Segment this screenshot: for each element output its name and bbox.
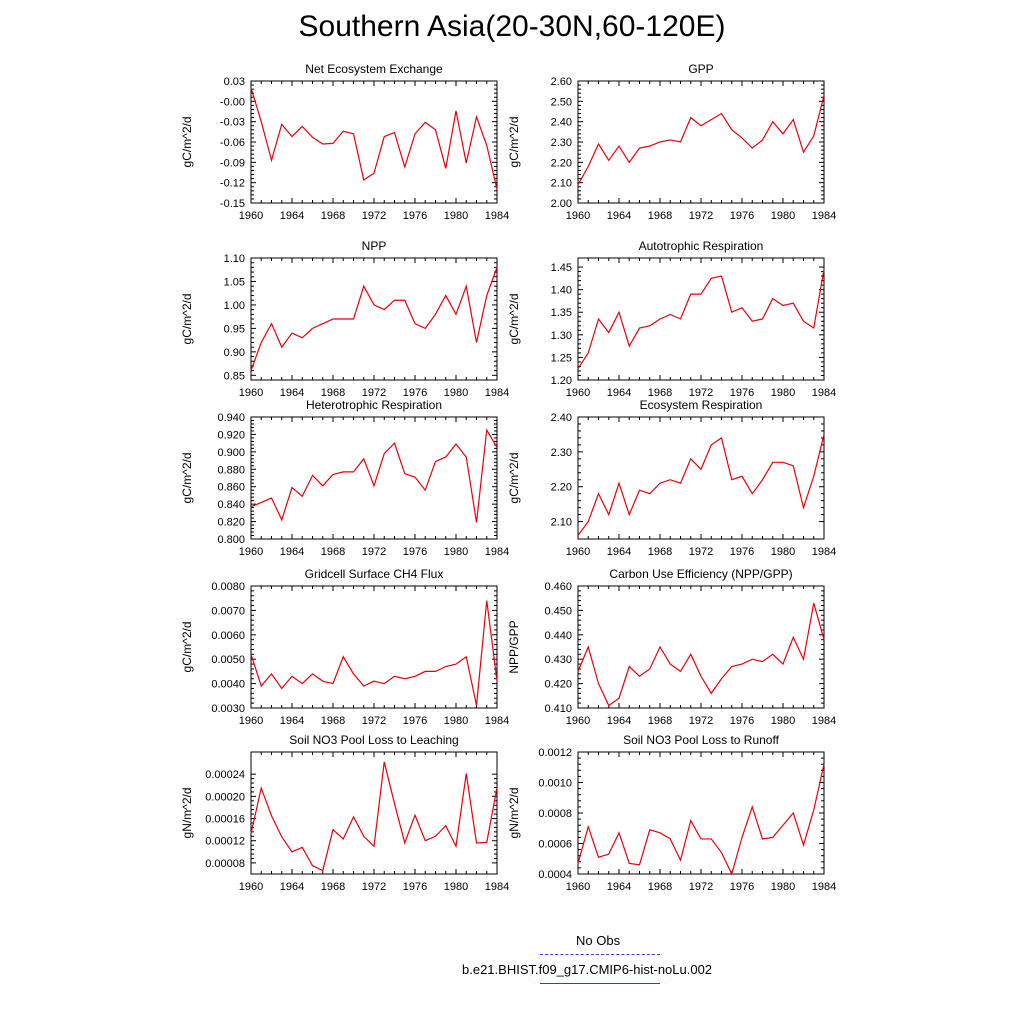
series-line bbox=[251, 88, 497, 190]
x-tick-label: 1972 bbox=[688, 715, 714, 727]
x-tick-label: 1960 bbox=[238, 881, 264, 893]
x-tick-label: 1972 bbox=[361, 715, 387, 727]
plot-frame bbox=[578, 258, 824, 380]
y-axis-label: gC/m^2/d bbox=[180, 116, 194, 168]
y-tick-label: 1.35 bbox=[550, 307, 572, 320]
y-tick-label: 2.50 bbox=[550, 96, 572, 109]
x-tick-label: 1980 bbox=[443, 210, 469, 222]
y-tick-label: 2.60 bbox=[550, 76, 572, 88]
panel-title: Carbon Use Efficiency (NPP/GPP) bbox=[609, 567, 793, 581]
y-tick-label: 0.860 bbox=[217, 481, 245, 494]
chart-panel bbox=[180, 62, 509, 222]
x-tick-label: 1964 bbox=[606, 546, 632, 558]
panel-title: Net Ecosystem Exchange bbox=[305, 62, 443, 76]
y-tick-label: -0.09 bbox=[219, 157, 245, 170]
x-tick-label: 1964 bbox=[606, 715, 632, 727]
series-line bbox=[578, 95, 824, 184]
x-tick-label: 1976 bbox=[729, 881, 755, 893]
plot-frame bbox=[251, 586, 497, 708]
y-tick-label: -0.03 bbox=[219, 116, 245, 129]
y-tick-label: -0.00 bbox=[219, 96, 245, 109]
chart-panel bbox=[180, 567, 509, 727]
panel-title: Soil NO3 Pool Loss to Leaching bbox=[289, 733, 459, 747]
y-axis-label: gC/m^2/d bbox=[180, 293, 194, 345]
panel-title: Gridcell Surface CH4 Flux bbox=[304, 567, 444, 581]
x-tick-label: 1980 bbox=[770, 387, 796, 399]
series-line bbox=[251, 430, 497, 522]
x-tick-label: 1980 bbox=[770, 881, 796, 893]
y-tick-label: 0.430 bbox=[544, 654, 572, 667]
y-tick-label: 0.820 bbox=[217, 516, 245, 529]
y-tick-label: 0.03 bbox=[223, 76, 245, 88]
x-tick-label: 1976 bbox=[729, 546, 755, 558]
x-tick-label: 1968 bbox=[320, 715, 346, 727]
figure-title: Southern Asia(20-30N,60-120E) bbox=[298, 10, 726, 43]
y-tick-label: 2.10 bbox=[550, 516, 572, 529]
y-tick-label: 1.05 bbox=[223, 276, 245, 289]
y-tick-label: 1.30 bbox=[550, 329, 572, 342]
x-tick-label: 1960 bbox=[565, 210, 591, 222]
x-tick-label: 1984 bbox=[811, 881, 837, 893]
chart-panel bbox=[507, 239, 836, 399]
plot-frame bbox=[251, 81, 497, 203]
x-tick-label: 1964 bbox=[606, 387, 632, 399]
panel-title: Ecosystem Respiration bbox=[639, 398, 763, 412]
chart-panel bbox=[507, 733, 836, 893]
series-line bbox=[578, 269, 824, 368]
y-axis-label: gC/m^2/d bbox=[180, 452, 194, 504]
y-tick-label: 2.20 bbox=[550, 157, 572, 170]
x-tick-label: 1976 bbox=[402, 715, 428, 727]
x-tick-label: 1980 bbox=[443, 546, 469, 558]
y-tick-label: 1.25 bbox=[550, 352, 572, 365]
x-tick-label: 1968 bbox=[647, 210, 673, 222]
legend bbox=[0, 930, 1024, 990]
x-tick-label: 1984 bbox=[484, 546, 510, 558]
x-tick-label: 1960 bbox=[565, 387, 591, 399]
y-tick-label: 0.95 bbox=[223, 323, 245, 336]
y-tick-label: 1.40 bbox=[550, 284, 572, 297]
panel-title: Heterotrophic Respiration bbox=[305, 398, 443, 412]
series-line bbox=[578, 603, 824, 705]
y-tick-label: 0.00024 bbox=[205, 769, 245, 782]
y-tick-label: 0.410 bbox=[544, 703, 572, 715]
panel-title: Autotrophic Respiration bbox=[638, 239, 764, 253]
y-tick-label: 0.0012 bbox=[538, 747, 572, 759]
x-tick-label: 1968 bbox=[320, 387, 346, 399]
x-tick-label: 1972 bbox=[361, 881, 387, 893]
x-tick-label: 1976 bbox=[729, 210, 755, 222]
series-line bbox=[251, 601, 497, 706]
panel-title: Soil NO3 Pool Loss to Runoff bbox=[623, 733, 779, 747]
y-tick-label: -0.12 bbox=[219, 177, 245, 190]
panel-title: GPP bbox=[688, 62, 714, 76]
y-tick-label: 2.00 bbox=[550, 198, 572, 210]
y-tick-label: 0.0050 bbox=[211, 654, 245, 667]
y-axis-label: gN/m^2/d bbox=[507, 787, 521, 839]
y-tick-label: 0.880 bbox=[217, 464, 245, 477]
y-tick-label: 0.0008 bbox=[538, 808, 572, 820]
y-tick-label: 2.30 bbox=[550, 446, 572, 459]
legend-model-line bbox=[540, 983, 660, 984]
y-tick-label: 2.30 bbox=[550, 137, 572, 149]
y-axis-label: gC/m^2/d bbox=[507, 293, 521, 345]
x-tick-label: 1984 bbox=[811, 210, 837, 222]
plot-frame bbox=[578, 81, 824, 203]
x-tick-label: 1972 bbox=[361, 546, 387, 558]
y-tick-label: 0.0080 bbox=[211, 581, 245, 593]
x-tick-label: 1980 bbox=[770, 210, 796, 222]
x-tick-label: 1972 bbox=[361, 387, 387, 399]
x-tick-label: 1960 bbox=[565, 546, 591, 558]
y-tick-label: 1.20 bbox=[550, 375, 572, 387]
x-tick-label: 1984 bbox=[484, 715, 510, 727]
x-tick-label: 1976 bbox=[402, 210, 428, 222]
panel-title: NPP bbox=[361, 239, 387, 253]
y-tick-label: 0.0006 bbox=[538, 838, 572, 851]
chart-panel bbox=[180, 733, 509, 893]
x-tick-label: 1964 bbox=[279, 387, 305, 399]
y-axis-label: NPP/GPP bbox=[507, 620, 521, 674]
x-tick-label: 1964 bbox=[606, 881, 632, 893]
y-tick-label: 2.40 bbox=[550, 412, 572, 424]
y-axis-label: gC/m^2/d bbox=[180, 621, 194, 673]
y-tick-label: 1.45 bbox=[550, 262, 572, 275]
chart-panel bbox=[507, 567, 836, 727]
y-tick-label: 0.0040 bbox=[211, 678, 245, 691]
x-tick-label: 1968 bbox=[647, 387, 673, 399]
x-tick-label: 1960 bbox=[565, 881, 591, 893]
y-tick-label: 0.0070 bbox=[211, 605, 245, 618]
x-tick-label: 1960 bbox=[238, 546, 264, 558]
y-tick-label: 0.940 bbox=[217, 412, 245, 424]
x-tick-label: 1972 bbox=[688, 210, 714, 222]
x-tick-label: 1968 bbox=[320, 881, 346, 893]
y-tick-label: 0.450 bbox=[544, 605, 572, 618]
x-tick-label: 1976 bbox=[402, 546, 428, 558]
y-tick-label: -0.15 bbox=[219, 198, 245, 210]
x-tick-label: 1984 bbox=[811, 387, 837, 399]
x-tick-label: 1968 bbox=[647, 881, 673, 893]
plot-frame bbox=[578, 586, 824, 708]
y-axis-label: gC/m^2/d bbox=[507, 452, 521, 504]
x-tick-label: 1980 bbox=[770, 546, 796, 558]
x-tick-label: 1960 bbox=[238, 387, 264, 399]
y-tick-label: 0.460 bbox=[544, 581, 572, 593]
x-tick-label: 1960 bbox=[565, 715, 591, 727]
y-tick-label: 2.40 bbox=[550, 116, 572, 129]
x-tick-label: 1976 bbox=[729, 715, 755, 727]
plot-frame bbox=[578, 417, 824, 539]
x-tick-label: 1964 bbox=[279, 210, 305, 222]
x-tick-label: 1968 bbox=[320, 210, 346, 222]
y-tick-label: 0.00008 bbox=[205, 857, 245, 870]
y-tick-label: 0.840 bbox=[217, 499, 245, 512]
y-tick-label: 0.00016 bbox=[205, 813, 245, 826]
x-tick-label: 1976 bbox=[402, 387, 428, 399]
x-tick-label: 1960 bbox=[238, 210, 264, 222]
y-tick-label: 0.85 bbox=[223, 370, 245, 383]
legend-obs-label: No Obs bbox=[576, 933, 621, 948]
y-tick-label: 1.00 bbox=[223, 299, 245, 312]
plot-frame bbox=[251, 258, 497, 380]
x-tick-label: 1968 bbox=[647, 715, 673, 727]
x-tick-label: 1968 bbox=[320, 546, 346, 558]
x-tick-label: 1980 bbox=[770, 715, 796, 727]
x-tick-label: 1984 bbox=[484, 387, 510, 399]
y-tick-label: 0.00012 bbox=[205, 835, 245, 848]
y-tick-label: 0.920 bbox=[217, 429, 245, 442]
y-tick-label: 0.0010 bbox=[538, 777, 572, 790]
y-axis-label: gC/m^2/d bbox=[507, 116, 521, 168]
y-tick-label: 2.20 bbox=[550, 481, 572, 494]
x-tick-label: 1972 bbox=[361, 210, 387, 222]
x-tick-label: 1984 bbox=[484, 881, 510, 893]
x-tick-label: 1980 bbox=[443, 387, 469, 399]
plot-frame bbox=[578, 752, 824, 874]
y-tick-label: 0.0060 bbox=[211, 629, 245, 642]
y-tick-label: 0.00020 bbox=[205, 791, 245, 804]
chart-panel bbox=[180, 398, 509, 558]
series-line bbox=[578, 434, 824, 535]
x-tick-label: 1984 bbox=[484, 210, 510, 222]
x-tick-label: 1964 bbox=[279, 715, 305, 727]
x-tick-label: 1972 bbox=[688, 387, 714, 399]
x-tick-label: 1980 bbox=[443, 881, 469, 893]
x-tick-label: 1972 bbox=[688, 881, 714, 893]
chart-panel bbox=[180, 239, 509, 399]
x-tick-label: 1960 bbox=[238, 715, 264, 727]
y-tick-label: -0.06 bbox=[219, 137, 245, 149]
y-tick-label: 2.10 bbox=[550, 177, 572, 190]
x-tick-label: 1964 bbox=[279, 881, 305, 893]
x-tick-label: 1976 bbox=[402, 881, 428, 893]
y-tick-label: 1.10 bbox=[223, 253, 245, 265]
plot-frame bbox=[251, 417, 497, 539]
y-tick-label: 0.420 bbox=[544, 678, 572, 691]
y-tick-label: 0.800 bbox=[217, 534, 245, 546]
x-tick-label: 1984 bbox=[811, 546, 837, 558]
series-line bbox=[578, 764, 824, 874]
legend-model-label: b.e21.BHIST.f09_g17.CMIP6-hist-noLu.002 bbox=[462, 962, 713, 977]
x-tick-label: 1984 bbox=[811, 715, 837, 727]
series-line bbox=[251, 267, 497, 370]
chart-panel bbox=[507, 398, 836, 558]
legend-obs-line bbox=[540, 954, 660, 955]
x-tick-label: 1980 bbox=[443, 715, 469, 727]
y-tick-label: 0.0030 bbox=[211, 703, 245, 715]
series-line bbox=[251, 762, 497, 871]
y-tick-label: 0.0004 bbox=[538, 869, 572, 881]
x-tick-label: 1968 bbox=[647, 546, 673, 558]
y-axis-label: gN/m^2/d bbox=[180, 787, 194, 839]
x-tick-label: 1976 bbox=[729, 387, 755, 399]
chart-panel bbox=[507, 62, 836, 222]
x-tick-label: 1972 bbox=[688, 546, 714, 558]
y-tick-label: 0.90 bbox=[223, 346, 245, 359]
x-tick-label: 1964 bbox=[279, 546, 305, 558]
y-tick-label: 0.900 bbox=[217, 446, 245, 459]
y-tick-label: 0.440 bbox=[544, 629, 572, 642]
x-tick-label: 1964 bbox=[606, 210, 632, 222]
